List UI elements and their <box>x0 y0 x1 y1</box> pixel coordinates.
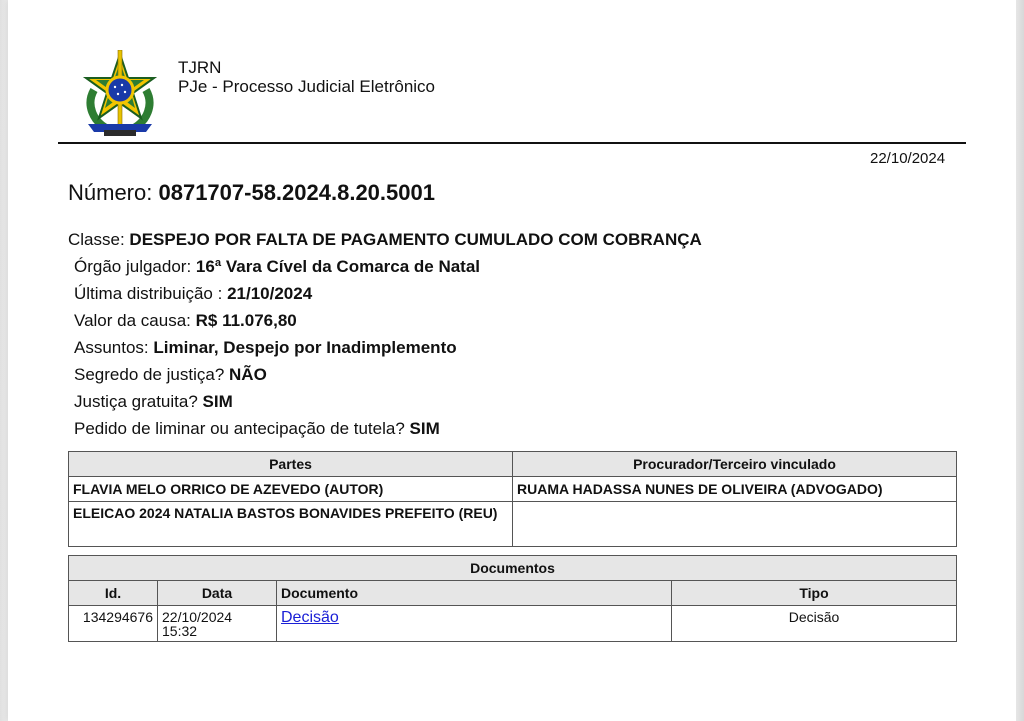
table-header-row <box>69 581 957 606</box>
header-organization <box>178 58 435 96</box>
procurador-cell: RUAMA HADASSA NUNES DE OLIVEIRA (ADVOGADO) <box>513 477 957 502</box>
field-value: SIM <box>409 419 440 438</box>
field-label: Última distribuição : <box>74 284 223 303</box>
table-title-row <box>69 556 957 581</box>
field-segredo-justica <box>68 365 702 392</box>
field-value: 16ª Vara Cível da Comarca de Natal <box>195 257 481 276</box>
system-name: PJe - Processo Judicial Eletrônico <box>178 77 436 96</box>
procurador-cell <box>513 502 957 547</box>
process-number-value: 0871707-58.2024.8.20.5001 <box>158 180 435 205</box>
document-date-cell <box>158 606 277 642</box>
table-row <box>69 606 957 642</box>
field-value: SIM <box>202 392 233 411</box>
field-label: Pedido de liminar ou antecipação de tutela? <box>74 419 405 438</box>
partes-header: Partes <box>69 452 513 477</box>
process-number <box>68 180 435 206</box>
field-valor-causa <box>68 311 702 338</box>
field-orgao-julgador <box>68 257 702 284</box>
field-label: Justiça gratuita? <box>74 392 198 411</box>
page-shadow-left <box>0 0 8 721</box>
table-row <box>69 477 957 502</box>
brazil-coat-of-arms-icon <box>80 50 160 138</box>
documentos-table <box>68 555 957 642</box>
parte-cell: ELEICAO 2024 NATALIA BASTOS BONAVIDES PREFEITO (REU) <box>69 502 513 547</box>
field-ultima-distribuicao <box>68 284 702 311</box>
field-label: Segredo de justiça? <box>74 365 225 384</box>
document-type: Decisão <box>672 606 957 642</box>
document-link[interactable]: Decisão <box>281 609 339 626</box>
document-id: 134294676 <box>69 606 158 642</box>
field-label: Assuntos: <box>74 338 149 357</box>
page-shadow-right <box>1016 0 1024 721</box>
table-header-row <box>69 452 957 477</box>
field-justica-gratuita <box>68 392 702 419</box>
field-classe <box>68 230 702 257</box>
documento-header: Documento <box>277 581 672 606</box>
document-date: 22/10/2024 <box>870 150 946 167</box>
field-value: NÃO <box>229 365 267 384</box>
procurador-header: Procurador/Terceiro vinculado <box>513 452 957 477</box>
field-label: Órgão julgador: <box>74 257 192 276</box>
field-value: R$ 11.076,80 <box>195 311 297 330</box>
process-fields <box>68 230 702 446</box>
document-cell <box>277 606 672 642</box>
field-pedido-liminar <box>68 419 702 446</box>
field-assuntos <box>68 338 702 365</box>
process-number-label: Número: <box>68 180 153 205</box>
field-label: Valor da causa: <box>74 311 191 330</box>
tipo-header: Tipo <box>672 581 957 606</box>
header-divider <box>58 142 966 144</box>
table-row <box>69 502 957 547</box>
field-value: 21/10/2024 <box>227 284 313 303</box>
parte-cell: FLAVIA MELO ORRICO DE AZEVEDO (AUTOR) <box>69 477 513 502</box>
org-short-name: TJRN <box>178 58 222 77</box>
data-header: Data <box>158 581 277 606</box>
field-label: Classe: <box>68 230 125 249</box>
documentos-title: Documentos <box>69 556 957 581</box>
partes-table <box>68 451 957 547</box>
id-header: Id. <box>69 581 158 606</box>
field-value: DESPEJO POR FALTA DE PAGAMENTO CUMULADO COM COBRANÇA <box>129 230 702 249</box>
field-value: Liminar, Despejo por Inadimplemento <box>153 338 457 357</box>
document-datetime: 22/10/2024 15:32 <box>162 609 233 639</box>
